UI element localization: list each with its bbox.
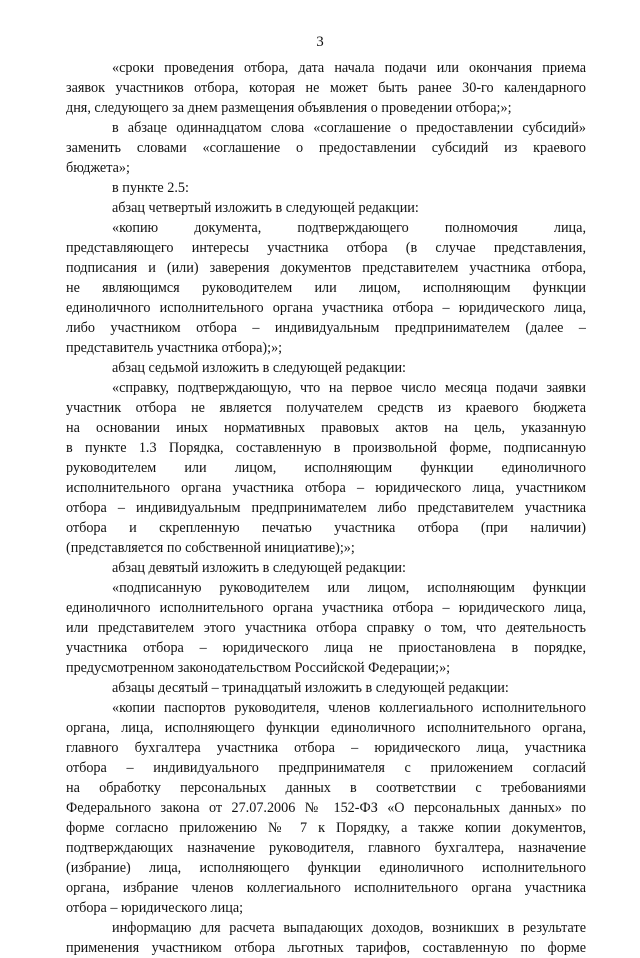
text-line: на основании иных нормативных правовых актов на цель, указанную — [66, 420, 586, 436]
text-line: абзацы десятый – тринадцатый изложить в следующей редакции: — [112, 680, 509, 696]
text-line: или представителем этого участника отбора справку о том, что деятельность — [66, 620, 586, 636]
text-line: единоличного исполнительного органа участника отбора – юридического лица, — [66, 300, 586, 316]
text-line: подписания и (или) заверения документов представителем участника отбора, — [66, 260, 586, 276]
text-line: (представляется по собственной инициативе);»; — [66, 540, 355, 556]
text-line: исполнительного органа участника отбора – юридического лица, участником — [66, 480, 586, 496]
text-line: информацию для расчета выпадающих доходов, возникших в результате — [112, 920, 586, 936]
text-line: в пункте 1.3 Порядка, составленную в произвольной форме, подписанную — [66, 440, 586, 456]
text-line: представляющего интересы участника отбора (в случае представления, — [66, 240, 586, 256]
text-line: представитель участника отбора);»; — [66, 340, 283, 356]
text-line: отбора – индивидуальным предпринимателем либо представителем участника — [66, 500, 586, 516]
text-line: руководителем или лицом, исполняющим функции единоличного — [66, 460, 586, 476]
text-line: Федерального закона от 27.07.2006 № 152-ФЗ «О персональных данных» по — [66, 800, 586, 816]
page-number: 3 — [316, 34, 324, 50]
text-line: применения участником отбора льготных тарифов, составленную по форме — [66, 940, 586, 956]
text-line: (избрание) лица, исполняющего функции единоличного исполнительного — [66, 860, 586, 876]
text-line: предусмотренном законодательством Российской Федерации;»; — [66, 660, 451, 676]
text-line: абзац седьмой изложить в следующей редакции: — [112, 360, 407, 376]
text-line: отбора – юридического лица; — [66, 900, 244, 916]
text-line: отбора – индивидуального предпринимателя с приложением согласий — [66, 760, 586, 776]
text-line: абзац четвертый изложить в следующей редакции: — [112, 200, 419, 216]
text-line: не являющимся руководителем или лицом, исполняющим функции — [66, 280, 586, 296]
text-line: отбора и скрепленную печатью участника отбора (при наличии) — [66, 520, 586, 536]
text-line: органа, избрание членов коллегиального исполнительного органа участника — [66, 880, 586, 896]
document-body — [66, 58, 586, 958]
text-line: «сроки проведения отбора, дата начала подачи или окончания приема — [112, 60, 586, 76]
text-line: заявок участников отбора, которая не может быть ранее 30-го календарного — [66, 80, 586, 96]
text-line: «подписанную руководителем или лицом, исполняющим функции — [112, 580, 586, 596]
text-line: дня, следующего за днем размещения объявления о проведении отбора;»; — [66, 100, 512, 116]
text-line: главного бухгалтера участника отбора – юридического лица, участника — [66, 740, 586, 756]
text-line: органа, лица, исполняющего функции единоличного исполнительного органа, — [66, 720, 586, 736]
text-line: подтверждающих назначение руководителя, главного бухгалтера, назначение — [66, 840, 586, 856]
text-line: в абзаце одиннадцатом слова «соглашение о предоставлении субсидий» — [112, 120, 586, 136]
text-line: форме согласно приложению № 7 к Порядку, а также копии документов, — [66, 820, 586, 836]
text-line: единоличного исполнительного органа участника отбора – юридического лица, — [66, 600, 586, 616]
text-line: «копию документа, подтверждающего полномочия лица, — [112, 220, 586, 236]
text-line: участника отбора – юридического лица не приостановлена в порядке, — [66, 640, 586, 656]
text-line: «копии паспортов руководителя, членов коллегиального исполнительного — [112, 700, 586, 716]
text-line: участник отбора не является получателем средств из краевого бюджета — [66, 400, 586, 416]
text-line: абзац девятый изложить в следующей редакции: — [112, 560, 406, 576]
text-line: либо участником отбора – индивидуальным предпринимателем (далее – — [66, 320, 586, 336]
text-line: в пункте 2.5: — [112, 180, 189, 196]
text-line: заменить словами «соглашение о предоставлении субсидий из краевого — [66, 140, 586, 156]
text-line: на обработку персональных данных в соответствии с требованиями — [66, 780, 586, 796]
text-line: бюджета»; — [66, 160, 130, 176]
text-line: «справку, подтверждающую, что на первое число месяца подачи заявки — [112, 380, 586, 396]
